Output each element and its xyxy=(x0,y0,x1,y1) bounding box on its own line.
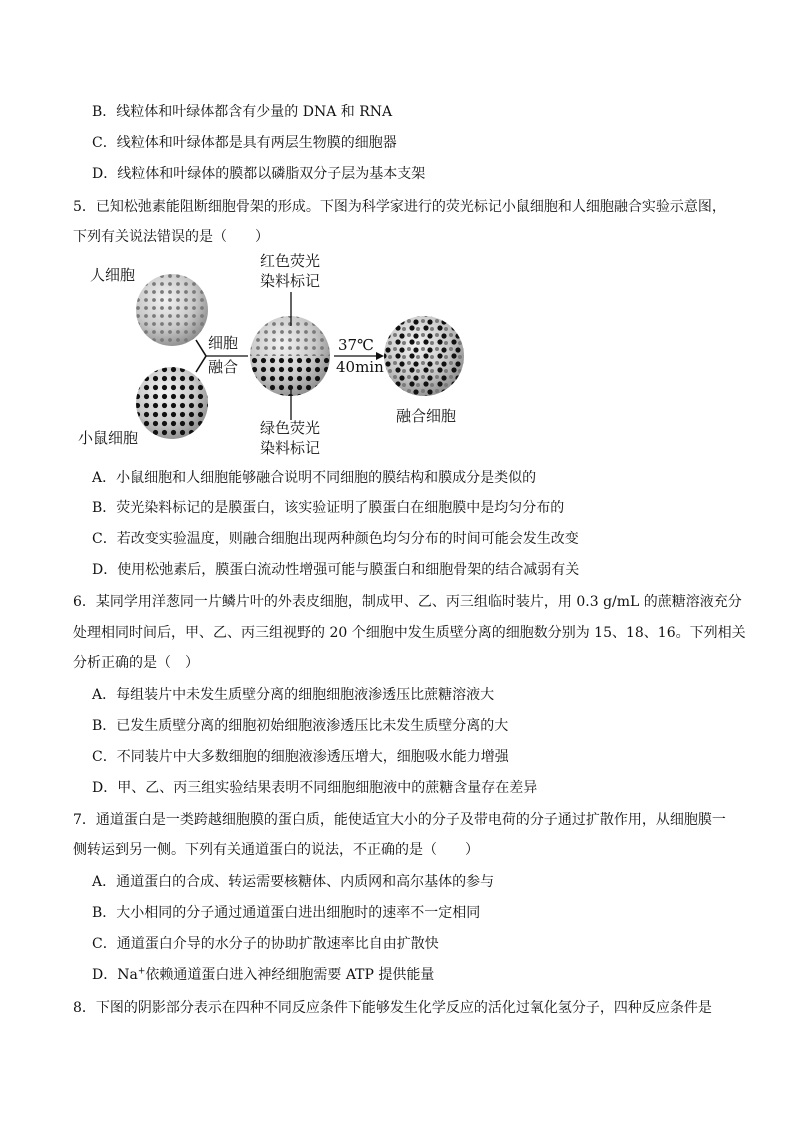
cell-fusion-figure xyxy=(70,248,490,460)
q5-stem-line1: 5．已知松弛素能阻断细胞骨架的形成。下图为科学家进行的荧光标记小鼠细胞和人细胞融合实验示意图， xyxy=(73,199,726,215)
red-label-line1: 红色荧光 xyxy=(260,252,321,270)
fusion-bracket xyxy=(196,340,206,372)
q6-option-c: C．不同装片中大多数细胞的细胞液渗透压增大，细胞吸水能力增强 xyxy=(92,749,509,765)
time-label: 40min xyxy=(336,358,384,376)
q7-stem-line2: 侧转运到另一侧。下列有关通道蛋白的说法，不正确的是（ ） xyxy=(73,842,479,858)
q4-option-c: C．线粒体和叶绿体都是具有两层生物膜的细胞器 xyxy=(92,135,397,151)
q6-option-d: D．甲、乙、丙三组实验结果表明不同细胞细胞液中的蔗糖含量存在差异 xyxy=(92,780,538,796)
q4-option-b: B．线粒体和叶绿体都含有少量的 DNA 和 RNA xyxy=(92,104,393,120)
human-cell-illustration xyxy=(130,270,220,355)
q6-option-a: A．每组装片中未发生质壁分离的细胞细胞液渗透压比蔗糖溶液大 xyxy=(92,687,495,703)
q7-option-d-superscript: + xyxy=(137,966,146,977)
q7-option-d-prefix: D．Na xyxy=(92,967,138,983)
q6-stem-line2: 处理相同时间后，甲、乙、丙三组视野的 20 个细胞中发生质壁分离的细胞数分别为 15、18、16。下列相关 xyxy=(73,625,746,641)
q5-option-c: C．若改变实验温度，则融合细胞出现两种颜色均匀分布的时间可能会发生改变 xyxy=(92,531,579,547)
q7-option-d xyxy=(92,965,434,985)
fusion-label-line2: 融合 xyxy=(208,358,239,376)
q6-stem-line3: 分析正确的是（ ） xyxy=(73,655,199,671)
q5-option-b: B．荧光染料标记的是膜蛋白，该实验证明了膜蛋白在细胞膜中是均匀分布的 xyxy=(92,500,565,516)
q5-option-d: D．使用松弛素后，膜蛋白流动性增强可能与膜蛋白和细胞骨架的结合减弱有关 xyxy=(92,562,580,578)
mouse-cell-label: 小鼠细胞 xyxy=(78,429,139,447)
q6-option-b: B．已发生质壁分离的细胞初始细胞液渗透压比未发生质壁分离的大 xyxy=(92,718,509,734)
q7-option-c: C．通道蛋白介导的水分子的协助扩散速率比自由扩散快 xyxy=(92,936,439,952)
human-cell-label: 人细胞 xyxy=(90,266,136,284)
fusing-cell-illustration xyxy=(248,314,334,400)
q7-stem-line1: 7．通道蛋白是一类跨越细胞膜的蛋白质，能使适宜大小的分子及带电荷的分子通过扩散作用，从细胞膜一 xyxy=(73,812,726,828)
q5-option-a: A．小鼠细胞和人细胞能够融合说明不同细胞的膜结构和膜成分是类似的 xyxy=(92,470,537,486)
q7-option-a: A．通道蛋白的合成、转运需要核糖体、内质网和高尔基体的参与 xyxy=(92,874,495,890)
q6-stem-line1: 6．某同学用洋葱同一片鳞片叶的外表皮细胞，制成甲、乙、丙三组临时装片，用 0.3 g/mL 的蔗糖溶液充分 xyxy=(73,594,742,610)
red-label-line2: 染料标记 xyxy=(260,272,321,290)
q8-stem-line1: 8．下图的阴影部分表示在四种不同反应条件下能够发生化学反应的活化过氧化氢分子，四种反应条件是 xyxy=(73,1000,712,1016)
green-label-line1: 绿色荧光 xyxy=(260,419,321,437)
fusion-label-line1: 细胞 xyxy=(208,334,239,352)
temperature-label: 37℃ xyxy=(338,336,374,354)
mouse-cell-illustration xyxy=(130,363,220,448)
fused-cell-illustration xyxy=(382,314,468,400)
q7-option-b: B．大小相同的分子通过通道蛋白进出细胞时的速率不一定相同 xyxy=(92,905,481,921)
green-label-line2: 染料标记 xyxy=(260,439,321,457)
q7-option-d-text: 依赖通道蛋白进入神经细胞需要 ATP 提供能量 xyxy=(145,967,435,983)
q5-stem-line2: 下列有关说法错误的是（ ） xyxy=(73,229,269,245)
fused-cell-label: 融合细胞 xyxy=(396,407,457,425)
q4-option-d: D．线粒体和叶绿体的膜都以磷脂双分子层为基本支架 xyxy=(92,166,426,182)
